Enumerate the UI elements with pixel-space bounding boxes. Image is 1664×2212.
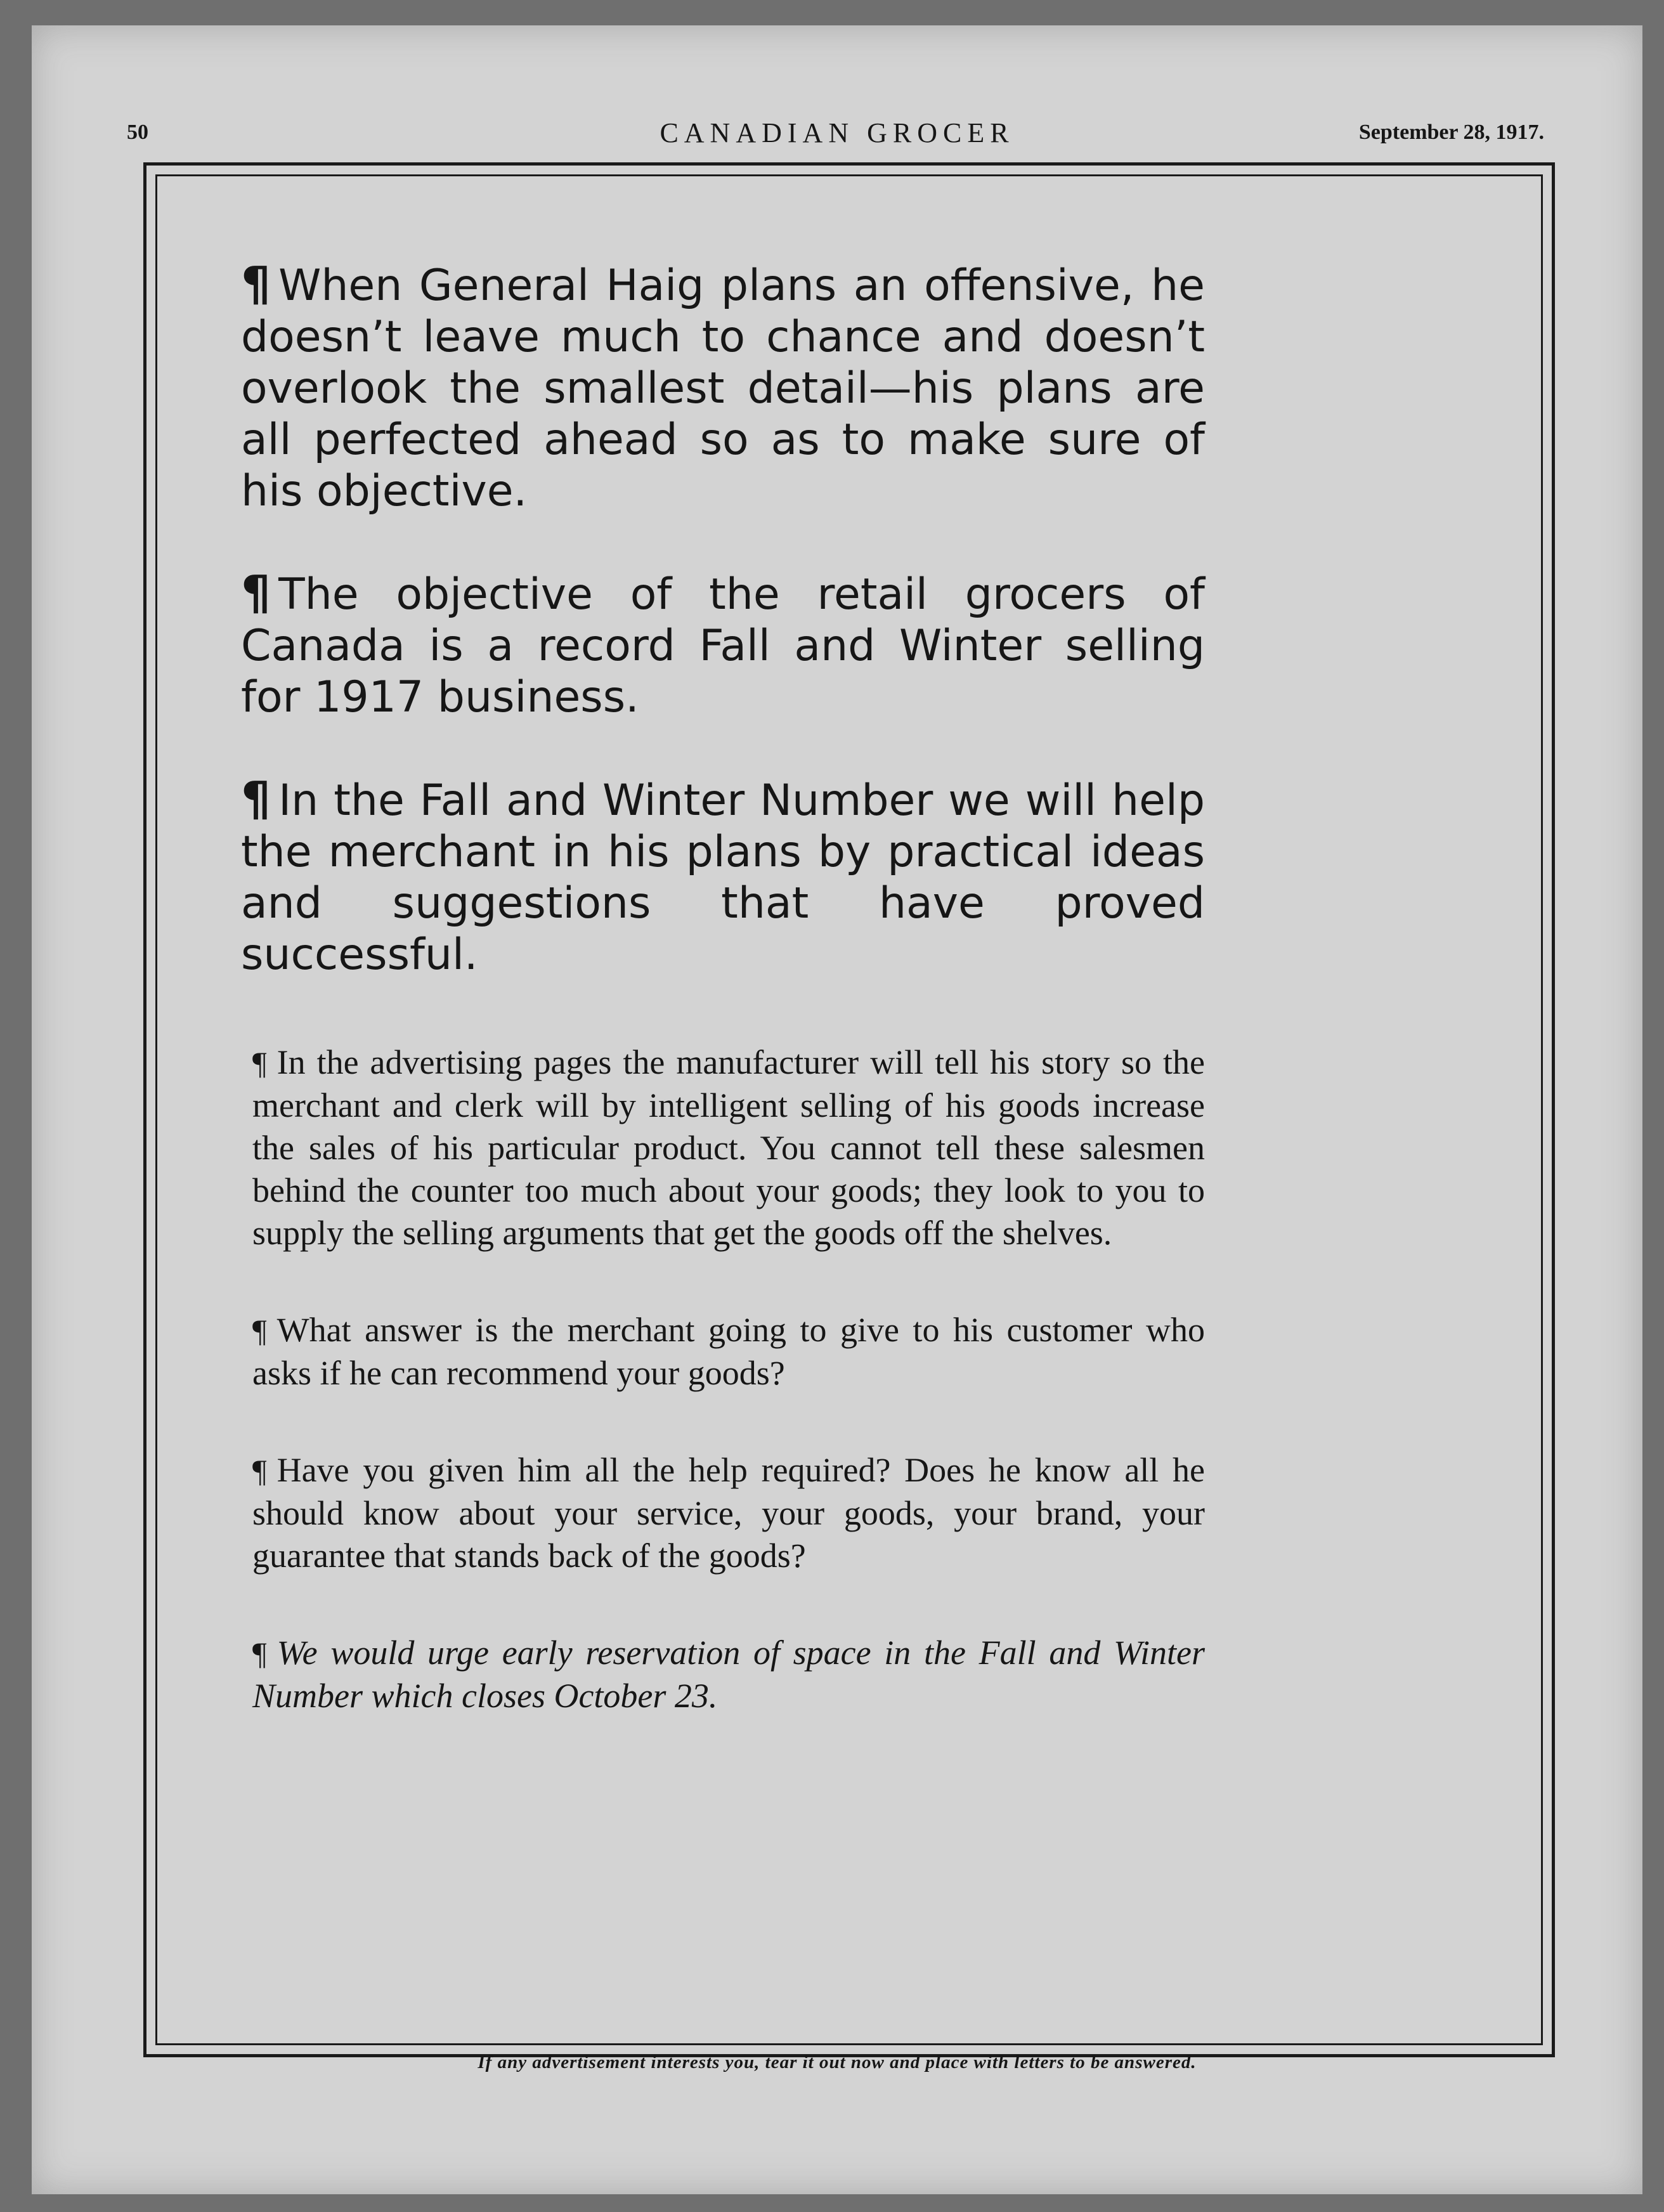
paragraph-text: Have you given him all the help required? Does he know all he should know about your service, your goods, your brand, your guarantee that stands back of the goods? xyxy=(252,1451,1205,1575)
paragraph-text: When General Haig plans an offensive, he doesn’t leave much to chance and doesn’t overlook the smallest detail—his plans are all perfected ahead so as to make sure of his objective. xyxy=(241,261,1205,516)
page-number: 50 xyxy=(127,120,148,144)
page-header xyxy=(32,117,1642,159)
body-paragraph-help-required xyxy=(241,1449,1205,1577)
body-paragraph-merchant-answer xyxy=(241,1309,1205,1395)
paragraph-text: We would urge early reservation of space in the Fall and Winter Number which closes October 23. xyxy=(252,1634,1205,1715)
lead-paragraph-objective xyxy=(241,568,1205,723)
pilcrow-icon: ¶ xyxy=(252,1045,267,1081)
issue-date: September 28, 1917. xyxy=(1358,120,1544,144)
footer-note: If any advertisement interests you, tear it out now and place with letters to be answered. xyxy=(478,2052,1197,2072)
paragraph-text: What answer is the merchant going to give to his customer who asks if he can recommend your goods? xyxy=(252,1311,1205,1392)
magazine-page xyxy=(32,25,1642,2194)
pilcrow-icon: ¶ xyxy=(241,257,271,311)
paragraph-text: In the Fall and Winter Number we will help the merchant in his plans by practical ideas and suggestions that have proved successful. xyxy=(241,776,1205,980)
magazine-title: CANADIAN GROCER xyxy=(660,117,1015,148)
paragraph-text: In the advertising pages the manufacturer will tell his story so the merchant and clerk will by intelligent selling of his goods increase the sales of his particular product. You cannot tell these salesmen behind the counter too much about your goods; they look to you to supply the selling arguments that get the goods off the shelves. xyxy=(252,1043,1205,1252)
closing-paragraph-reservation xyxy=(241,1632,1205,1717)
pilcrow-icon: ¶ xyxy=(252,1453,267,1488)
pilcrow-icon: ¶ xyxy=(252,1636,267,1671)
paragraph-text: The objective of the retail grocers of Canada is a record Fall and Winter selling for 1917 business. xyxy=(241,569,1205,722)
pilcrow-icon: ¶ xyxy=(241,772,271,826)
lead-paragraph-fall-winter-number xyxy=(241,774,1205,980)
body-paragraph-advertising-pages xyxy=(241,1041,1205,1254)
advertisement-copy xyxy=(241,216,1205,1772)
lead-paragraph-haig xyxy=(241,259,1205,517)
pilcrow-icon: ¶ xyxy=(252,1313,267,1348)
pilcrow-icon: ¶ xyxy=(241,566,271,620)
